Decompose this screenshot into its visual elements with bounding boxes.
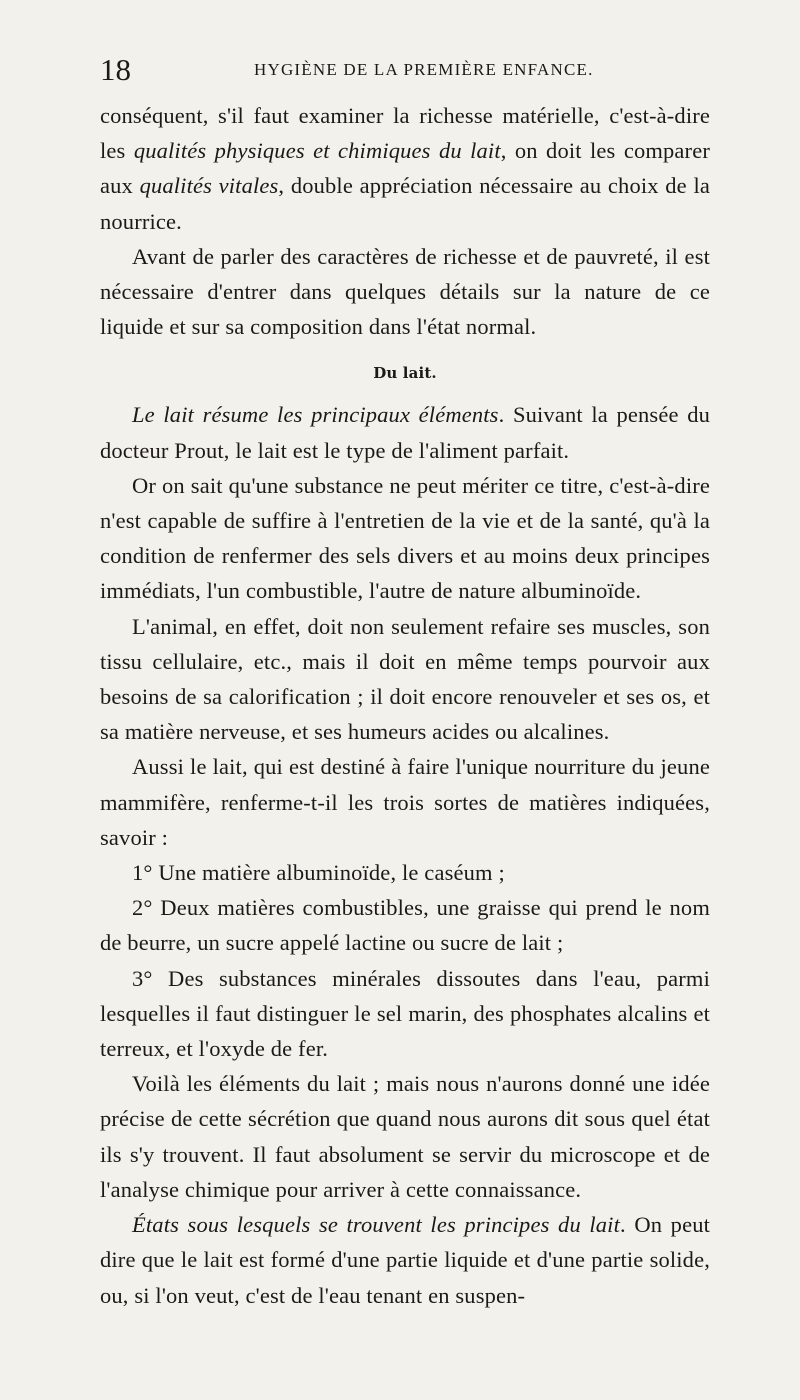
paragraph-6: Aussi le lait, qui est destiné à faire l'unique nourriture du jeune mammifère, renferme-t-il les trois sortes de matières indiquées, savoir : — [100, 754, 710, 850]
paragraph-3 — [100, 397, 710, 467]
paragraph-4: Or on sait qu'une substance ne peut mériter ce titre, c'est-à-dire n'est capable de suffire à l'entretien de la vie et de la santé, qu'à la condition de renfermer des sels divers et au moins deux principes immédiats, l'un combustible, l'autre de nature albuminoïde. — [100, 472, 710, 604]
body-text — [100, 98, 710, 1313]
paragraph-8-italic: États sous lesquels se trouvent les principes du lait — [132, 1212, 620, 1238]
paragraph-5: L'animal, en effet, doit non seulement refaire ses muscles, son tissu cellulaire, etc., mais il doit en même temps pourvoir aux besoins de sa calorification ; il doit encore renouveler et ses os, et sa matière nerveuse, et ses humeurs acides ou alcalines. — [100, 613, 710, 745]
paragraph-1-italic-a: qualités physiques et chimiques du lait — [133, 138, 501, 164]
paragraph-2: Avant de parler des caractères de richesse et de pauvreté, il est nécessaire d'entrer dans quelques détails sur la nature de ce liquide et sur sa composition dans l'état normal. — [100, 243, 710, 340]
paragraph-1-text-a: conséquent, s'il faut examiner la richesse matérielle, c'est-à-dire les — [100, 103, 710, 164]
paragraph-7: Voilà les éléments du lait ; mais nous n'aurons donné une idée précise de cette sécrétion que quand nous aurons dit sous quel état ils s'y trouvent. Il faut absolument se servir du microscope et de l'analyse chimique pour arriver à cette connaissance. — [100, 1071, 710, 1202]
paragraph-3-italic: Le lait résume les principaux éléments — [132, 402, 499, 428]
paragraph-8 — [100, 1207, 710, 1313]
paragraph-1-text-b: , on doit les comparer aux — [100, 138, 710, 199]
section-heading: Du lait. — [373, 364, 437, 383]
paragraph-1-italic-b: qualités vitales — [139, 173, 279, 199]
running-title: HYGIÈNE DE LA PREMIÈRE ENFANCE. — [254, 60, 594, 79]
paragraph-1 — [100, 98, 710, 239]
list-item: 1° Une matière albuminoïde, le caséum ; — [132, 860, 505, 886]
paragraph-3-text: . Suivant la pensée du docteur Prout, le lait est le type de l'aliment parfait. — [100, 402, 710, 463]
page-header — [100, 50, 708, 90]
list-item: 3° Des substances minérales dissoutes dans l'eau, parmi lesquelles il faut distinguer le sel marin, des phosphates alcalins et terreux, et l'oxyde de fer. — [100, 965, 710, 1062]
paragraph-8-text: . On peut dire que le lait est formé d'une partie liquide et d'une partie solide, ou, si l'on veut, c'est de l'eau tenant en suspen- — [100, 1212, 711, 1308]
page-number: 18 — [100, 52, 131, 87]
list-item: 2° Deux matières combustibles, une graisse qui prend le nom de beurre, un sucre appelé lactine ou sucre de lait ; — [100, 895, 710, 956]
paragraph-1-text-c: , double appréciation nécessaire au choix de la nourrice. — [100, 173, 710, 234]
